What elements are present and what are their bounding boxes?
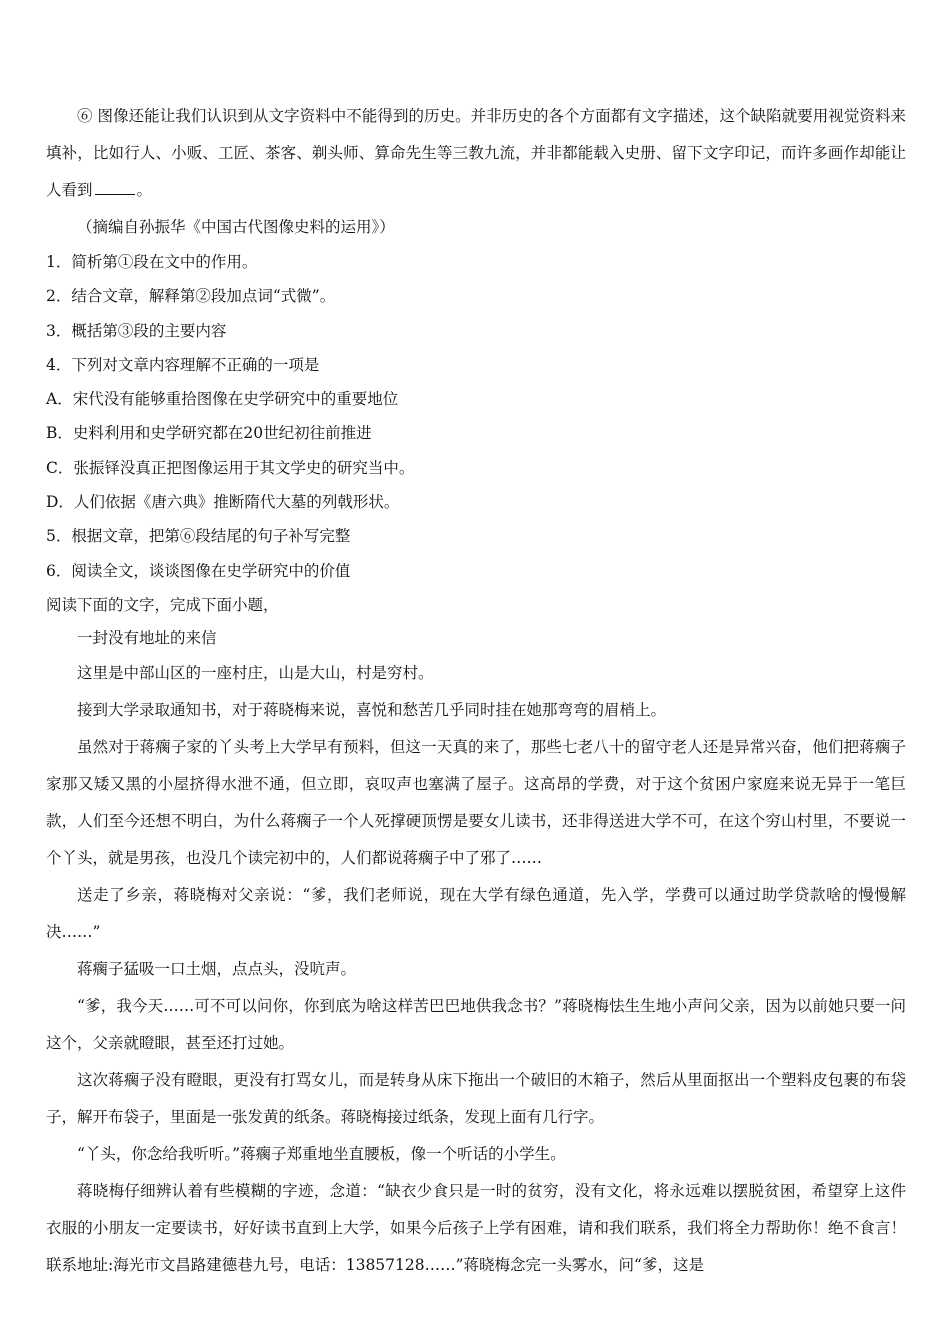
question-5: 5．根据文章，把第⑥段结尾的句子补写完整 <box>46 527 351 546</box>
story-paragraph: “爹，我今天……可不可以问你，你到底为啥这样苦巴巴地供我念书？”蒋晓梅怯生生地小声问父亲，因为以前她只要一问这个，父亲就瞪眼，甚至还打过她。 <box>46 997 906 1053</box>
option-c: C．张振铎没真正把图像运用于其文学史的研究当中。 <box>46 458 415 477</box>
question-2: 2．结合文章，解释第②段加点词“式微”。 <box>46 287 336 306</box>
story-body <box>46 655 906 1284</box>
story-paragraph: 接到大学录取通知书，对于蒋晓梅来说，喜悦和愁苦几乎同时挂在她那弯弯的眉梢上。 <box>77 701 667 720</box>
reading-instruction: 阅读下面的文字，完成下面小题， <box>46 595 279 614</box>
question-list <box>46 245 906 588</box>
question-1: 1．简析第①段在文中的作用。 <box>46 253 258 271</box>
option-d: D．人们依据《唐六典》推断隋代大墓的列戟形状。 <box>46 493 400 512</box>
paragraph-6-text: ⑥ 图像还能让我们认识到从文字资料中不能得到的历史。并非历史的各个方面都有文字描述，这个缺陷就要用视觉资料来填补，比如行人、小贩、工匠、茶客、剃头师、算命先生等三教九流，并非都能载入史册、留下文字印记，而许多画作却能让人看到 <box>46 107 906 199</box>
story-paragraph: 送走了乡亲，蒋晓梅对父亲说：“爹，我们老师说，现在大学有绿色通道，先入学，学费可以通过助学贷款啥的慢慢解决……” <box>46 886 906 942</box>
story-paragraph: 这次蒋瘸子没有瞪眼，更没有打骂女儿，而是转身从床下拖出一个破旧的木箱子，然后从里面抠出一个塑料皮包裹的布袋子，解开布袋子，里面是一张发黄的纸条。蒋晓梅接过纸条，发现上面有几行字。 <box>46 1071 906 1127</box>
story-paragraph: 蒋晓梅仔细辨认着有些模糊的字迹，念道：“缺衣少食只是一时的贫穷，没有文化，将永远难以摆脱贫困，希望穿上这件衣服的小朋友一定要读书，好好读书直到上大学，如果今后孩子上学有困难，请和我们联系，我们将全力帮助你！绝不食言！联系地址:海光市文昌路建德巷九号，电话：13857128……”蒋晓梅念完一头雾水，问“爹，这是 <box>46 1182 906 1275</box>
story-paragraph: 虽然对于蒋瘸子家的丫头考上大学早有预料，但这一天真的来了，那些七老八十的留守老人还是异常兴奋，他们把蒋瘸子家那又矮又黑的小屋挤得水泄不通，但立即，哀叹声也塞满了屋子。这高昂的学费，对于这个贫困户家庭来说无异于一笔巨款，人们至今还想不明白，为什么蒋瘸子一个人死撑硬顶愣是要女儿读书，还非得送进大学不可，在这个穷山村里，不要说一个丫头，就是男孩，也没几个读完初中的，人们都说蒋瘸子中了邪了…… <box>46 738 906 868</box>
story-paragraph: “丫头，你念给我听听。”蒋瘸子郑重地坐直腰板，像一个听话的小学生。 <box>77 1145 566 1164</box>
story-title: 一封没有地址的来信 <box>77 629 217 648</box>
paragraph-6 <box>46 98 906 209</box>
option-a: A．宋代没有能够重拾图像在史学研究中的重要地位 <box>46 390 399 409</box>
question-6: 6．阅读全文，谈谈图像在史学研究中的价值 <box>46 561 351 580</box>
question-3: 3．概括第③段的主要内容 <box>46 321 227 340</box>
story-paragraph: 蒋瘸子猛吸一口土烟，点点头，没吭声。 <box>77 960 357 979</box>
document-content <box>46 98 906 1284</box>
question-4: 4．下列对文章内容理解不正确的一项是 <box>46 355 320 374</box>
fill-in-blank <box>95 179 135 196</box>
source-citation: （摘编自孙振华《中国古代图像史料的运用》） <box>77 218 395 236</box>
paragraph-6-end: 。 <box>136 181 153 199</box>
story-paragraph: 这里是中部山区的一座村庄，山是大山，村是穷村。 <box>77 664 434 683</box>
option-b: B．史料利用和史学研究都在20世纪初往前推进 <box>46 424 372 443</box>
